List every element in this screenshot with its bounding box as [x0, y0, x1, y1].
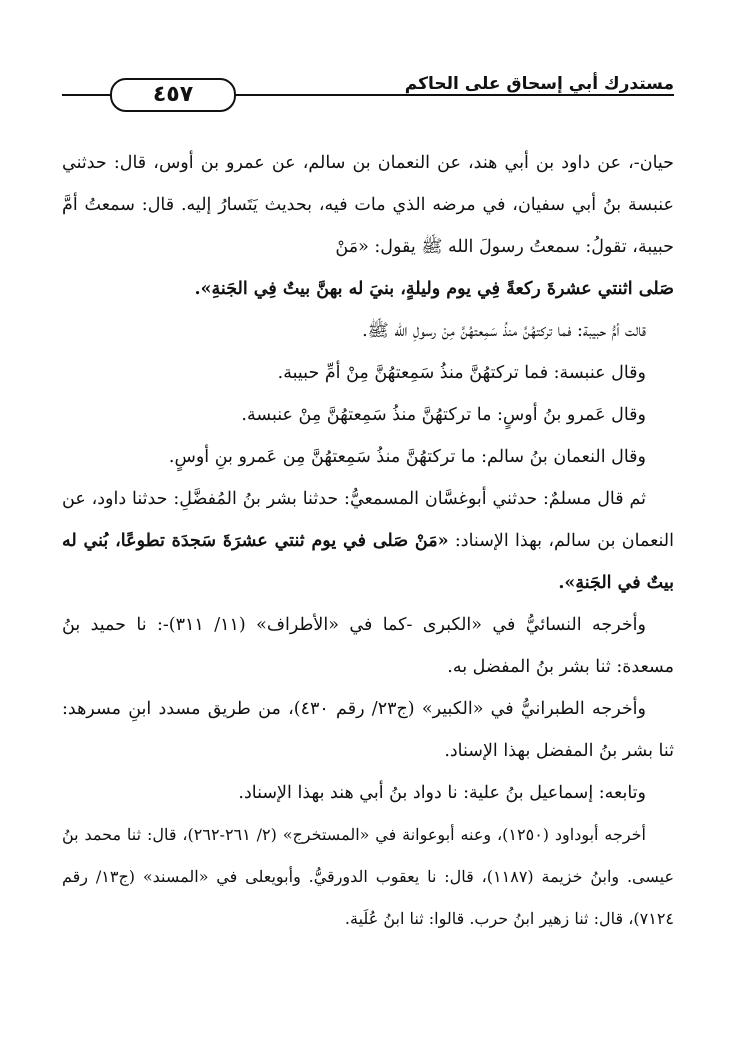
- paragraph-mutaba: وتابعه: إسماعيل بنُ علية: نا دواد بنُ أبي هند بهذا الإسناد.: [238, 783, 646, 803]
- paragraph-numan: وقال النعمان بنُ سالم: ما تركتهُنَّ منذُ سَمِعتهُنَّ مِن عَمرو بنِ أوسٍ.: [168, 447, 646, 467]
- paragraph-nasai: وأخرجه النسائيُّ في «الكبرى -كما في «الأطراف» (١١/ ٣١١)-: نا حميد بنُ مسعدة: ثنا بشر بنُ المفضل به.: [62, 615, 674, 677]
- paragraph-tabarani: وأخرجه الطبرانيُّ في «الكبير» (ج٢٣/ رقم ٤٣٠)، من طريق مسدد ابنِ مسرهد: ثنا بشر بنُ المفضل بهذا الإسناد.: [62, 699, 674, 761]
- paragraph-amr: وقال عَمرو بنُ أوسٍ: ما تركتهُنَّ منذُ سَمِعتهُنَّ مِنْ عنبسة.: [241, 405, 646, 425]
- running-title: مستدرك أبي إسحاق على الحاكم: [404, 74, 674, 94]
- paragraph-anbasa: وقال عنبسة: فما تركتهُنَّ منذُ سَمِعتهُنَّ مِنْ أمِّ حبيبة.: [277, 363, 646, 383]
- page-body: [62, 142, 674, 940]
- hadith-variant: «مَنْ صَلى في يوم ثنتي عشرَةَ سَجدَة تطوعًا، بُني له بيتٌ في الجَنةِ».: [62, 531, 674, 593]
- hadith-text: صَلى اثنتي عشرةَ ركعةً فِي يوم وليلةٍ، بنيَ له بهنَّ بيتٌ فِي الجَنةِ».: [194, 279, 674, 299]
- page-number: ٤٥٧: [110, 78, 236, 112]
- paragraph-isnad: حيان-، عن داود بن أبي هند، عن النعمان بن سالم، عن عمرو بن أوس، قال: حدثني عنبسة بنُ أبي سفيان، في مرضه الذي مات فيه، بحديث يَتَسارُ إليه. قال: سمعتُ أمَّ حبيبة، تقولُ: سمعتُ رسولَ الله ﷺ يقول: «مَنْ: [62, 153, 674, 257]
- muslim-isnad: ثم قال مسلمٌ: حدثني أبوغسَّان المسمعيُّ: حدثنا بشر بنُ المُفضَّلِ: حدثنا داود، عن النعمان بن سالم، بهذا الإسناد:: [62, 489, 674, 551]
- paragraph-umm-habiba: قالت أمُّ حبيبة: فما تركتهُنَّ منذُ سَمِعتهُنَّ مِنْ رسولِ الله ﷺ.: [362, 321, 646, 341]
- paragraph-takhrij: أخرجه أبوداود (١٢٥٠)، وعنه أبوعوانة في «المستخرج» (٢/ ٢٦١-٢٦٢)، قال: ثنا محمد بنُ عيسى. وابنُ خزيمة (١١٨٧)، قال: نا يعقوب الدورقيُّ. وأبويعلى في «المسند» (ج١٣/ رقم ٧١٢٤)، قال: ثنا زهير ابنُ حرب. قالوا: ثنا ابنُ عُلَية.: [62, 825, 675, 928]
- page-header: [62, 68, 674, 108]
- paragraph-muslim: [62, 478, 674, 604]
